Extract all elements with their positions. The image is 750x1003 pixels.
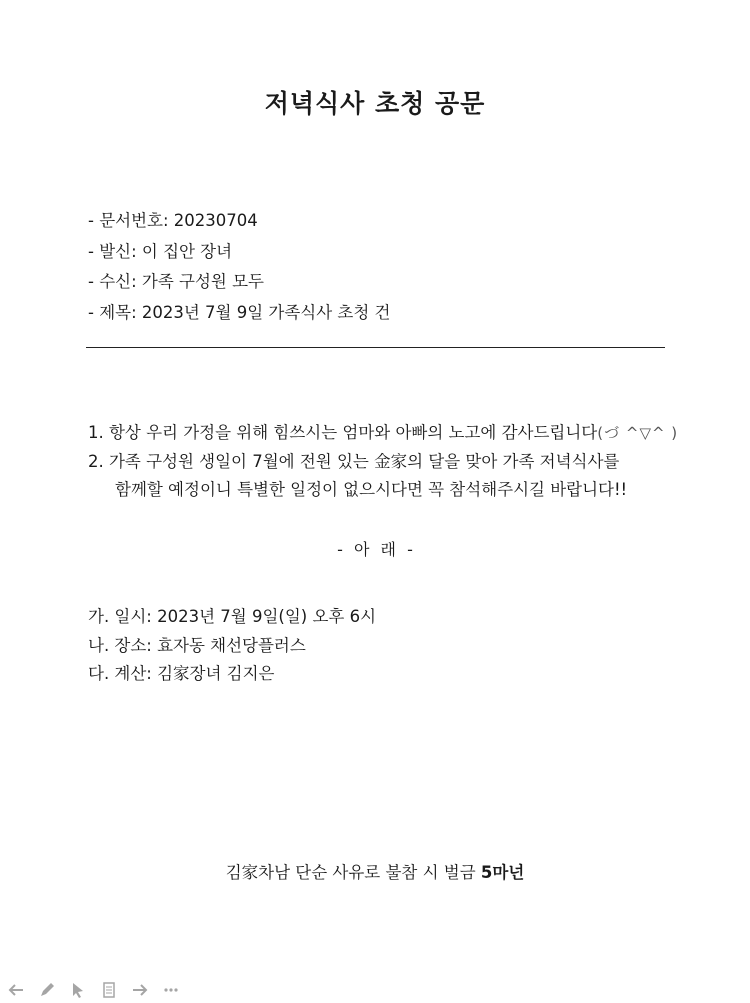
body-item-2-line-1: 2. 가족 구성원 생일이 7월에 전원 있는 金家의 달을 맞아 가족 저녁식사를 xyxy=(88,451,620,471)
document-body xyxy=(88,419,678,505)
penalty-amount: 5마넌 xyxy=(480,863,525,882)
event-details xyxy=(88,603,376,689)
viewer-toolbar xyxy=(6,980,181,1000)
header-divider xyxy=(86,347,665,348)
penalty-note-text: 김家차남 단순 사유로 불참 시 벌금 xyxy=(225,863,481,882)
penalty-note xyxy=(0,859,750,883)
detail-payment: 다. 계산: 김家장녀 김지은 xyxy=(88,664,275,683)
detail-datetime: 가. 일시: 2023년 7월 9일(일) 오후 6시 xyxy=(88,607,377,626)
meta-subject: - 제목: 2023년 7월 9일 가족식사 초청 건 xyxy=(88,302,391,322)
page-icon[interactable] xyxy=(99,980,119,1000)
detail-location: 나. 장소: 효자동 채선당플러스 xyxy=(88,635,306,655)
forward-arrow-icon[interactable] xyxy=(130,980,150,1000)
back-arrow-icon[interactable] xyxy=(6,980,26,1000)
document-meta xyxy=(88,206,390,328)
body-item-1 xyxy=(88,419,678,448)
below-heading: - 아 래 - xyxy=(337,540,413,559)
body-item-2-line-2: 함께할 예정이니 특별한 일정이 없으시다면 꼭 참석해주시길 바랍니다!! xyxy=(115,480,628,499)
meta-doc-number: - 문서번호: 20230704 xyxy=(88,211,258,230)
more-icon[interactable] xyxy=(161,980,181,1000)
pen-icon[interactable] xyxy=(37,980,57,1000)
body-item-1-text: 1. 항상 우리 가정을 위해 힘쓰시는 엄마와 아빠의 노고에 감사드립니다 xyxy=(88,423,598,442)
document-title: 저녁식사 초청 공문 xyxy=(264,89,486,118)
meta-recipient: - 수신: 가족 구성원 모두 xyxy=(88,272,264,291)
meta-sender: - 발신: 이 집안 장녀 xyxy=(88,241,233,261)
emoticon: (づ ^▽^ ) xyxy=(597,424,679,442)
pointer-icon[interactable] xyxy=(68,980,88,1000)
